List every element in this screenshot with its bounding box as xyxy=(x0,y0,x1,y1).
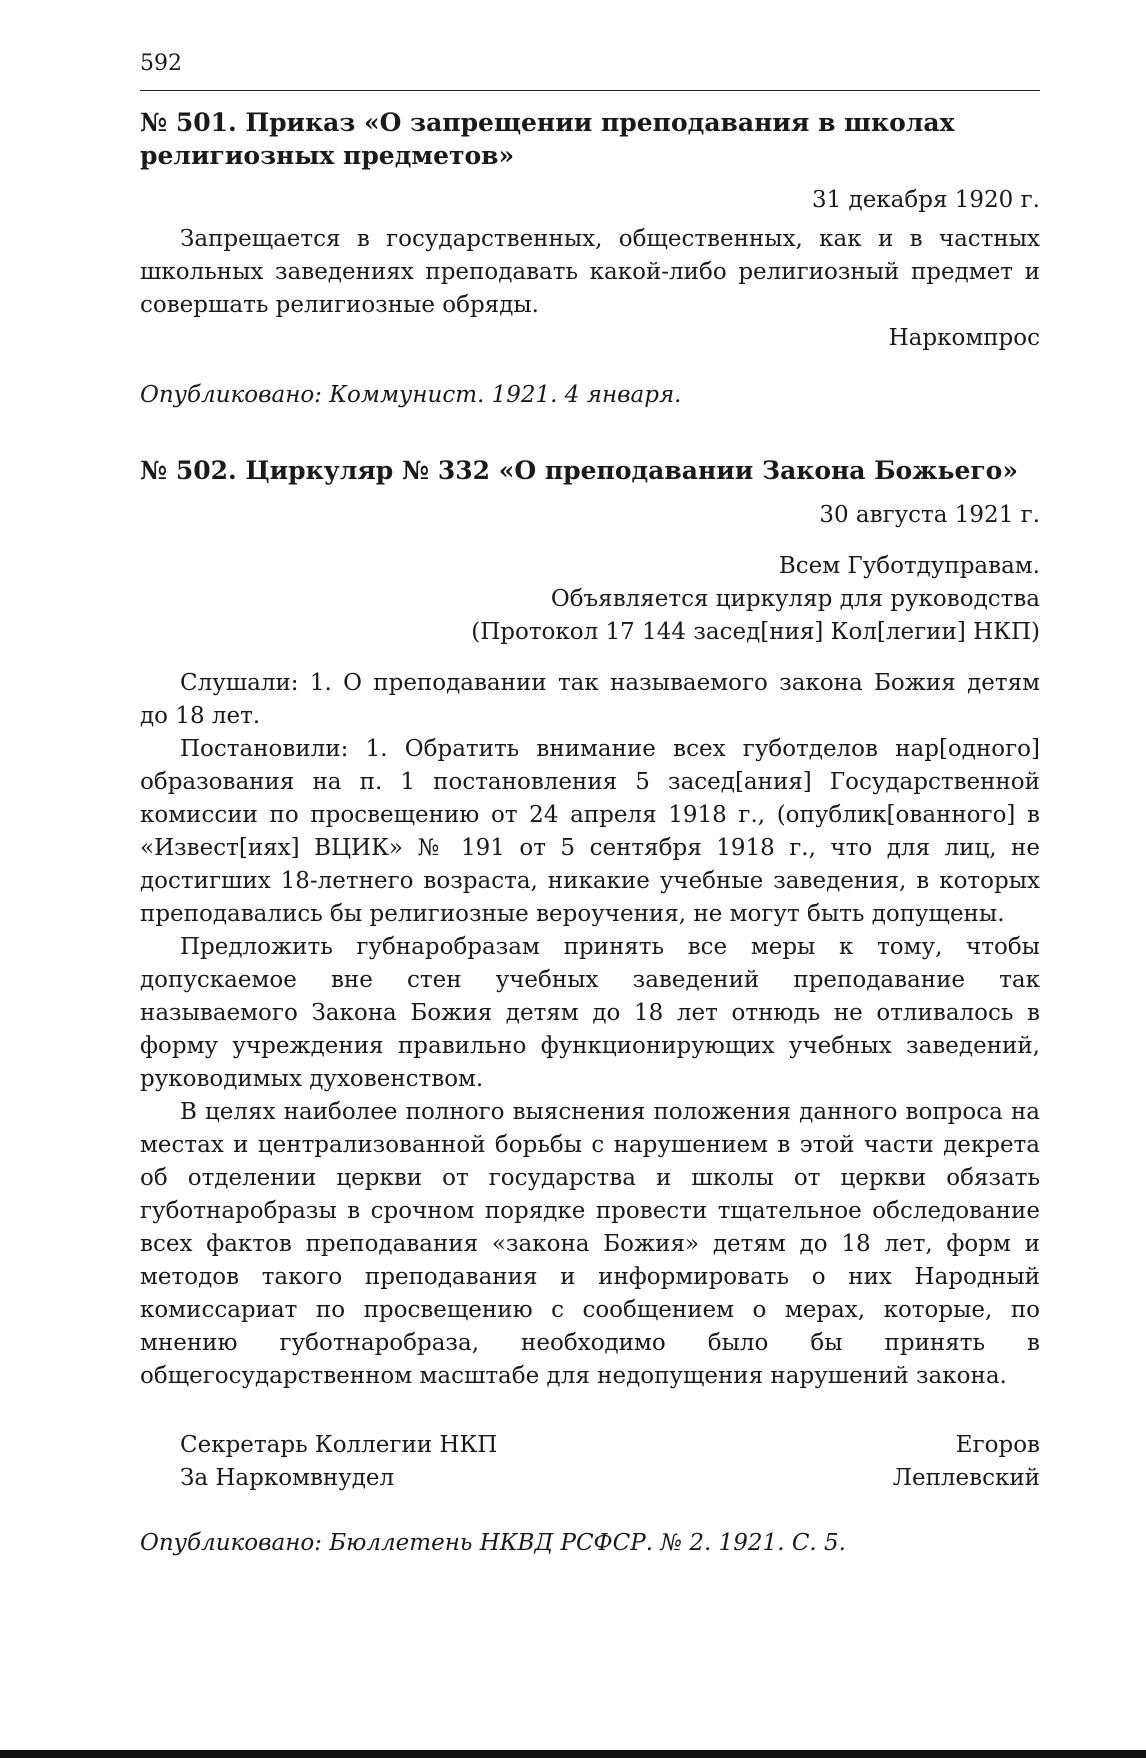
signature-name: Егоров xyxy=(955,1432,1040,1458)
section-gap xyxy=(140,412,1040,454)
document-502 xyxy=(140,454,1040,1560)
doc-502-address-3: (Протокол 17 144 засед[ния] Кол[легии] НКП) xyxy=(471,619,1040,645)
doc-502-address-1: Всем Губотдуправам. xyxy=(778,553,1040,579)
doc-502-title: № 502. Циркуляр № 332 «О преподавании Закона Божьего» xyxy=(140,456,1018,485)
doc-501-title-line2: религиозных предметов» xyxy=(140,141,515,170)
signature-row xyxy=(140,1429,1040,1462)
document-501 xyxy=(140,106,1040,412)
signature-row xyxy=(140,1462,1040,1495)
signature-gap xyxy=(140,1393,1040,1429)
signature-role: За Наркомвнудел xyxy=(180,1465,395,1491)
scan-bottom-edge xyxy=(0,1750,1146,1758)
doc-502-paragraph: Постановили: 1. Обратить внимание всех губотделов нар[одного] образования на п. 1 постановления 5 засед[ания] Государственной комиссии по просвещению от 24 апреля 1918 г., (опублик[ованного] в «Извест[иях] ВЦИК» № 191 от 5 сентября 1918 г., что для лиц, не достигших 18-летнего возраста, никакие учебные заведения, в которых преподавались бы религиозные вероучения, не могут быть допущены. xyxy=(140,736,1040,927)
doc-502-paragraph: Слушали: 1. О преподавании так называемого закона Божия детям до 18 лет. xyxy=(140,670,1040,729)
doc-501-body: Запрещается в государственных, общественных, как и в частных школьных заведениях преподавать какой-либо религиозный предмет и совершать религиозные обряды. xyxy=(140,226,1040,318)
doc-501-signature: Наркомпрос xyxy=(888,325,1040,351)
doc-502-paragraph: Предложить губнаробразам принять все меры к тому, чтобы допускаемое вне стен учебных заведений преподавание так называемого Закона Божия детям до 18 лет отнюдь не отливалось в форму учреждения правильно функционирующих учебных заведений, руководимых духовенством. xyxy=(140,934,1040,1092)
doc-502-address-2: Объявляется циркуляр для руководства xyxy=(550,586,1040,612)
page-number: 592 xyxy=(140,51,182,76)
doc-501-published: Опубликовано: Коммунист. 1921. 4 января. xyxy=(140,382,682,408)
doc-502-published: Опубликовано: Бюллетень НКВД РСФСР. № 2. 1921. С. 5. xyxy=(140,1530,846,1556)
header-rule xyxy=(140,90,1040,91)
page-content xyxy=(140,106,1040,1560)
doc-502-date: 30 августа 1921 г. xyxy=(819,502,1040,528)
doc-502-paragraph: В целях наиболее полного выяснения положения данного вопроса на местах и централизованной борьбы с нарушением в этой части декрета об отделении церкви от государства и школы от церкви обязать губотнаробразы в срочном порядке провести тщательное обследование всех фактов преподавания «закона Божия» детям до 18 лет, форм и методов такого преподавания и информировать о них Народный комиссариат по просвещению с сообщением о мерах, которые, по мнению губотнаробраза, необходимо было бы принять в общегосударственном масштабе для недопущения нарушений закона. xyxy=(140,1099,1040,1389)
signature-name: Леплевский xyxy=(892,1465,1040,1491)
doc-501-title xyxy=(140,106,1040,172)
signature-role: Секретарь Коллегии НКП xyxy=(180,1432,498,1458)
doc-501-date: 31 декабря 1920 г. xyxy=(811,187,1040,213)
doc-501-title-line1: № 501. Приказ «О запрещении преподавания в школах xyxy=(140,108,955,137)
